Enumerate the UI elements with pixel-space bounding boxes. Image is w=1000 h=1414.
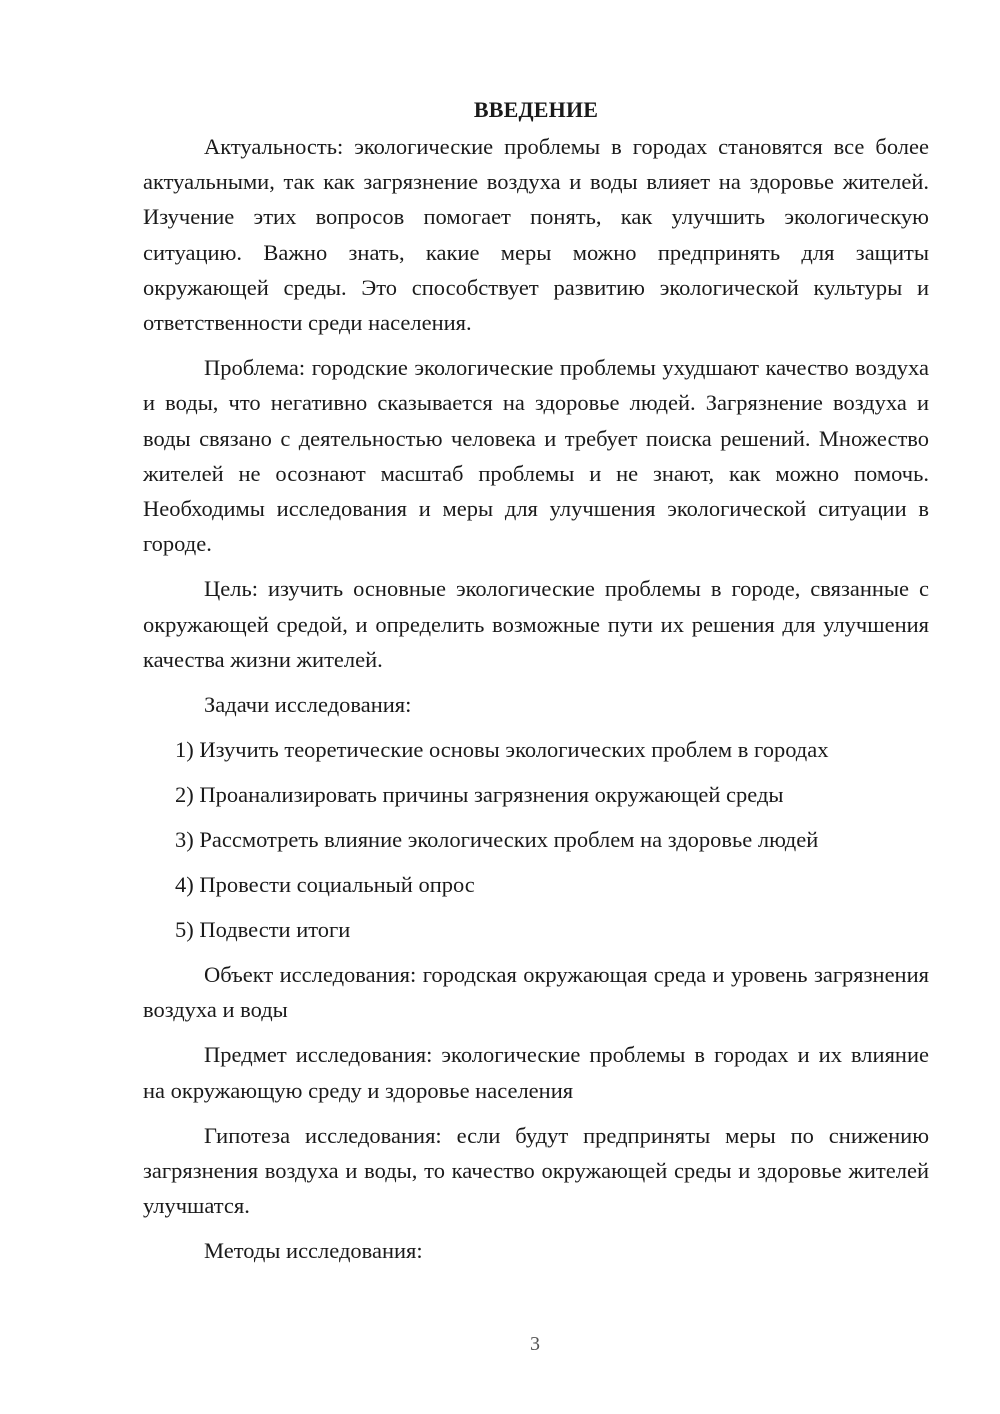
object-paragraph: Объект исследования: городская окружающая среда и уровень загрязнения воздуха и воды <box>143 962 929 1023</box>
task-item: 5) Подвести итоги <box>175 917 351 943</box>
task-item: 4) Провести социальный опрос <box>175 872 475 898</box>
subject-paragraph: Предмет исследования: экологические проблемы в городах и их влияние на окружающую среду и здоровье населения <box>143 1042 929 1103</box>
page-number: 3 <box>530 1333 540 1355</box>
relevance-paragraph: Актуальность: экологические проблемы в городах становятся все более актуальными, так как загрязнение воздуха и воды влияет на здоровье жителей. Изучение этих вопросов помогает понять, как улучшить экологическую ситуацию. Важно знать, какие меры можно предпринять для защиты окружающей среды. Это способствует развитию экологической культуры и ответственности среди населения. <box>143 134 929 336</box>
document-page <box>143 92 929 1278</box>
tasks-list <box>143 732 929 947</box>
task-item: 3) Рассмотреть влияние экологических проблем на здоровье людей <box>175 827 819 853</box>
problem-paragraph: Проблема: городские экологические проблемы ухудшают качество воздуха и воды, что негативно сказывается на здоровье людей. Загрязнение воздуха и воды связано с деятельностью человека и требует поиска решений. Множество жителей не осознают масштаб проблемы и не знают, как можно помочь. Необходимы исследования и меры для улучшения экологической ситуации в городе. <box>143 355 929 557</box>
task-item: 2) Проанализировать причины загрязнения окружающей среды <box>175 782 784 808</box>
task-item: 1) Изучить теоретические основы экологических проблем в городах <box>175 737 829 763</box>
section-title: ВВЕДЕНИЕ <box>473 97 599 122</box>
tasks-heading: Задачи исследования: <box>204 692 412 718</box>
hypothesis-paragraph: Гипотеза исследования: если будут предприняты меры по снижению загрязнения воздуха и воды, то качество окружающей среды и здоровье жителей улучшатся. <box>143 1122 929 1219</box>
goal-paragraph: Цель: изучить основные экологические проблемы в городе, связанные с окружающей средой, и определить возможные пути их решения для улучшения качества жизни жителей. <box>143 576 929 672</box>
methods-heading: Методы исследования: <box>204 1238 423 1264</box>
